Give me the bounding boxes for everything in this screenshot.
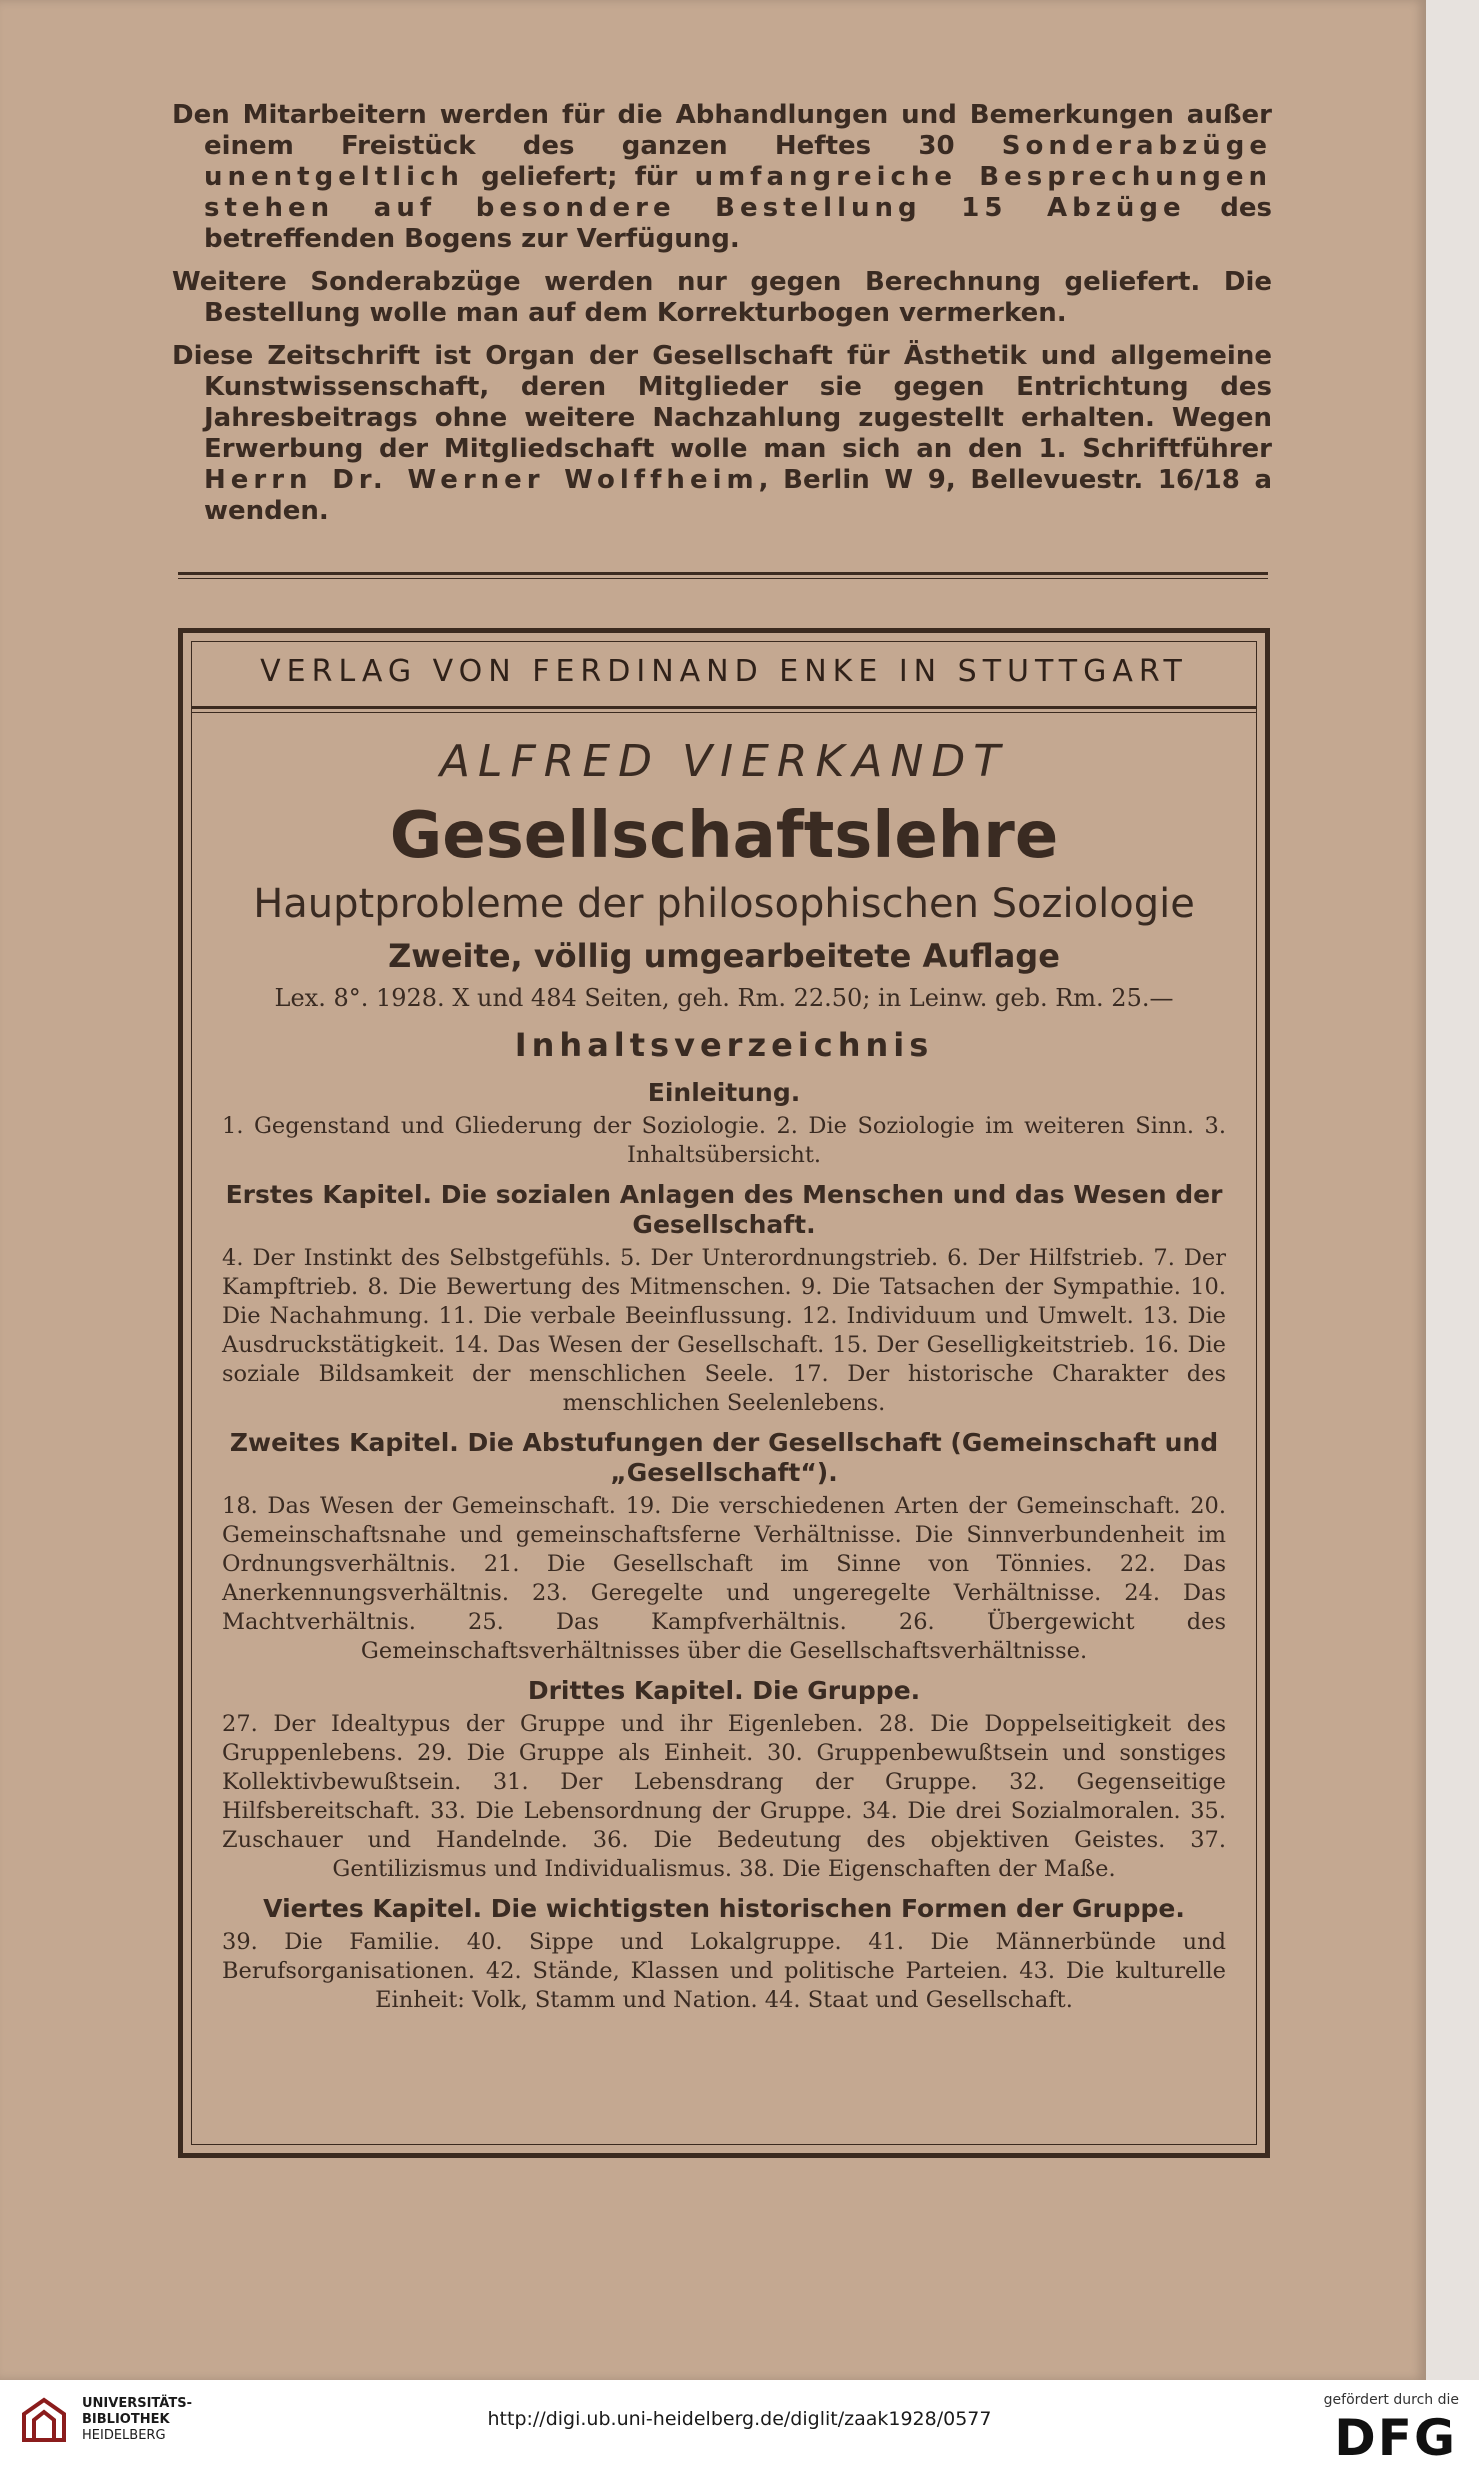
toc-chapter-4: [222, 1894, 1226, 2015]
permalink-url[interactable]: http://digi.ub.uni-heidelberg.de/diglit/zaak1928/0577: [487, 2408, 992, 2430]
scan-margin: [1426, 0, 1479, 2380]
publisher-line: VERLAG VON FERDINAND ENKE IN STUTTGART: [260, 654, 1188, 689]
chapter-title: Drittes Kapitel. Die Gruppe.: [527, 1676, 921, 1705]
chapter-contents: 1. Gegenstand und Gliederung der Soziologie. 2. Die Soziologie im weiteren Sinn. 3. Inhaltsübersicht.: [222, 1113, 1226, 1168]
publisher-rule: [192, 706, 1256, 713]
chapter-contents: 18. Das Wesen der Gemeinschaft. 19. Die verschiedenen Arten der Gemeinschaft. 20. Gemeinschaftsnahe und gemeinschaftsferne Verhältnisse. Die Sinnverbundenheit im Ordnungsverhältnis. 21. Die Gesellschaft im Sinne von Tönnies. 22. Das Anerkennungsverhältnis. 23. Geregelte und ungeregelte Verhältnisse. 24. Das Machtverhältnis. 25. Das Kampfverhältnis. 26. Übergewicht des Gemeinschaftsverhältnisses über die Gesellschaftsverhältnisse.: [222, 1493, 1226, 1664]
chapter-contents: 39. Die Familie. 40. Sippe und Lokalgruppe. 41. Die Männerbünde und Berufsorganisationen. 42. Stände, Klassen und politische Parteien. 43. Die kulturelle Einheit: Volk, Stamm und Nation. 44. Staat und Gesellschaft.: [222, 1929, 1226, 2013]
funding-note: gefördert durch die: [1323, 2392, 1459, 2408]
intro-paragraph-2: Weitere Sonderabzüge werden nur gegen Berechnung geliefert. Die Bestellung wolle man auf dem Korrekturbogen vermerken.: [172, 267, 1272, 328]
chapter-title: Einleitung.: [647, 1078, 801, 1107]
intro-paragraph-3: Diese Zeitschrift ist Organ der Gesellschaft für Ästhetik und allgemeine Kunstwissenschaft, deren Mitglieder sie gegen Entrichtung des Jahresbeitrags ohne weitere Nachzahlung zugestellt erhalten. Wegen Erwerbung der Mitgliedschaft wolle man sich an den 1. Schriftführer Herrn Dr. Werner Wolffheim, Berlin W 9, Bellevuestr. 16/18 a wenden.: [172, 341, 1273, 526]
intro-paragraph-1: Den Mitarbeitern werden für die Abhandlungen und Bemerkungen außer einem Freistück des ganzen Heftes 30 Sonderabzüge unentgeltlich geliefert; für umfangreiche Besprechungen stehen auf besondere Bestellung 15 Abzüge des betreffenden Bogens zur Verfügung.: [172, 100, 1273, 254]
toc-heading: Inhaltsverzeichnis: [514, 1026, 934, 1064]
dfg-logo: DFG: [1334, 2409, 1457, 2467]
digitization-footer: [0, 2380, 1479, 2483]
book-specs: Lex. 8°. 1928. X und 484 Seiten, geh. Rm. 22.50; in Leinw. geb. Rm. 25.—: [274, 984, 1174, 1012]
book-edition: Zweite, völlig umgearbeitete Auflage: [388, 937, 1060, 975]
toc-chapter-1: [222, 1180, 1226, 1418]
divider-rule: [178, 572, 1268, 579]
advertisement-body: [222, 732, 1226, 2015]
intro-notes: [172, 100, 1272, 539]
toc-chapter-2: [222, 1428, 1226, 1666]
advertisement-box: [178, 628, 1270, 2158]
book-title: Gesellschaftslehre: [389, 799, 1059, 873]
chapter-contents: 4. Der Instinkt des Selbstgefühls. 5. Der Unterordnungstrieb. 6. Der Hilfstrieb. 7. Der Kampftrieb. 8. Die Bewertung des Mitmenschen. 9. Die Tatsachen der Sympathie. 10. Die Nachahmung. 11. Die verbale Beeinflussung. 12. Individuum und Umwelt. 13. Die Ausdruckstätigkeit. 14. Das Wesen der Gesellschaft. 15. Der Geselligkeitstrieb. 16. Die soziale Bildsamkeit der menschlichen Seele. 17. Der historische Charakter des menschlichen Seelenlebens.: [222, 1245, 1226, 1416]
chapter-title: Viertes Kapitel. Die wichtigsten historischen Formen der Gruppe.: [263, 1894, 1185, 1923]
chapter-contents: 27. Der Idealtypus der Gruppe und ihr Eigenleben. 28. Die Doppelseitigkeit des Gruppenlebens. 29. Die Gruppe als Einheit. 30. Gruppenbewußtsein und sonstiges Kollektivbewußtsein. 31. Der Lebensdrang der Gruppe. 32. Gegenseitige Hilfsbereitschaft. 33. Die Lebensordnung der Gruppe. 34. Die drei Sozialmoralen. 35. Zuschauer und Handelnde. 36. Die Bedeutung des objektiven Geistes. 37. Gentilizismus und Individualismus. 38. Die Eigenschaften der Maße.: [222, 1711, 1226, 1882]
advertisement-inner-border: [191, 641, 1257, 2145]
chapter-title: Zweites Kapitel. Die Abstufungen der Gesellschaft (Gemeinschaft und „Gesellschaft“).: [229, 1428, 1219, 1487]
chapter-title: Erstes Kapitel. Die sozialen Anlagen des Menschen und das Wesen der Gesellschaft.: [225, 1180, 1223, 1239]
book-subtitle: Hauptprobleme der philosophischen Soziologie: [253, 881, 1195, 927]
toc-chapter-introduction: [222, 1078, 1226, 1170]
book-author: ALFRED VIERKANDT: [439, 736, 1009, 787]
library-name: UNIVERSITÄTS- BIBLIOTHEK HEIDELBERG: [82, 2396, 192, 2443]
toc-chapter-3: [222, 1676, 1226, 1884]
